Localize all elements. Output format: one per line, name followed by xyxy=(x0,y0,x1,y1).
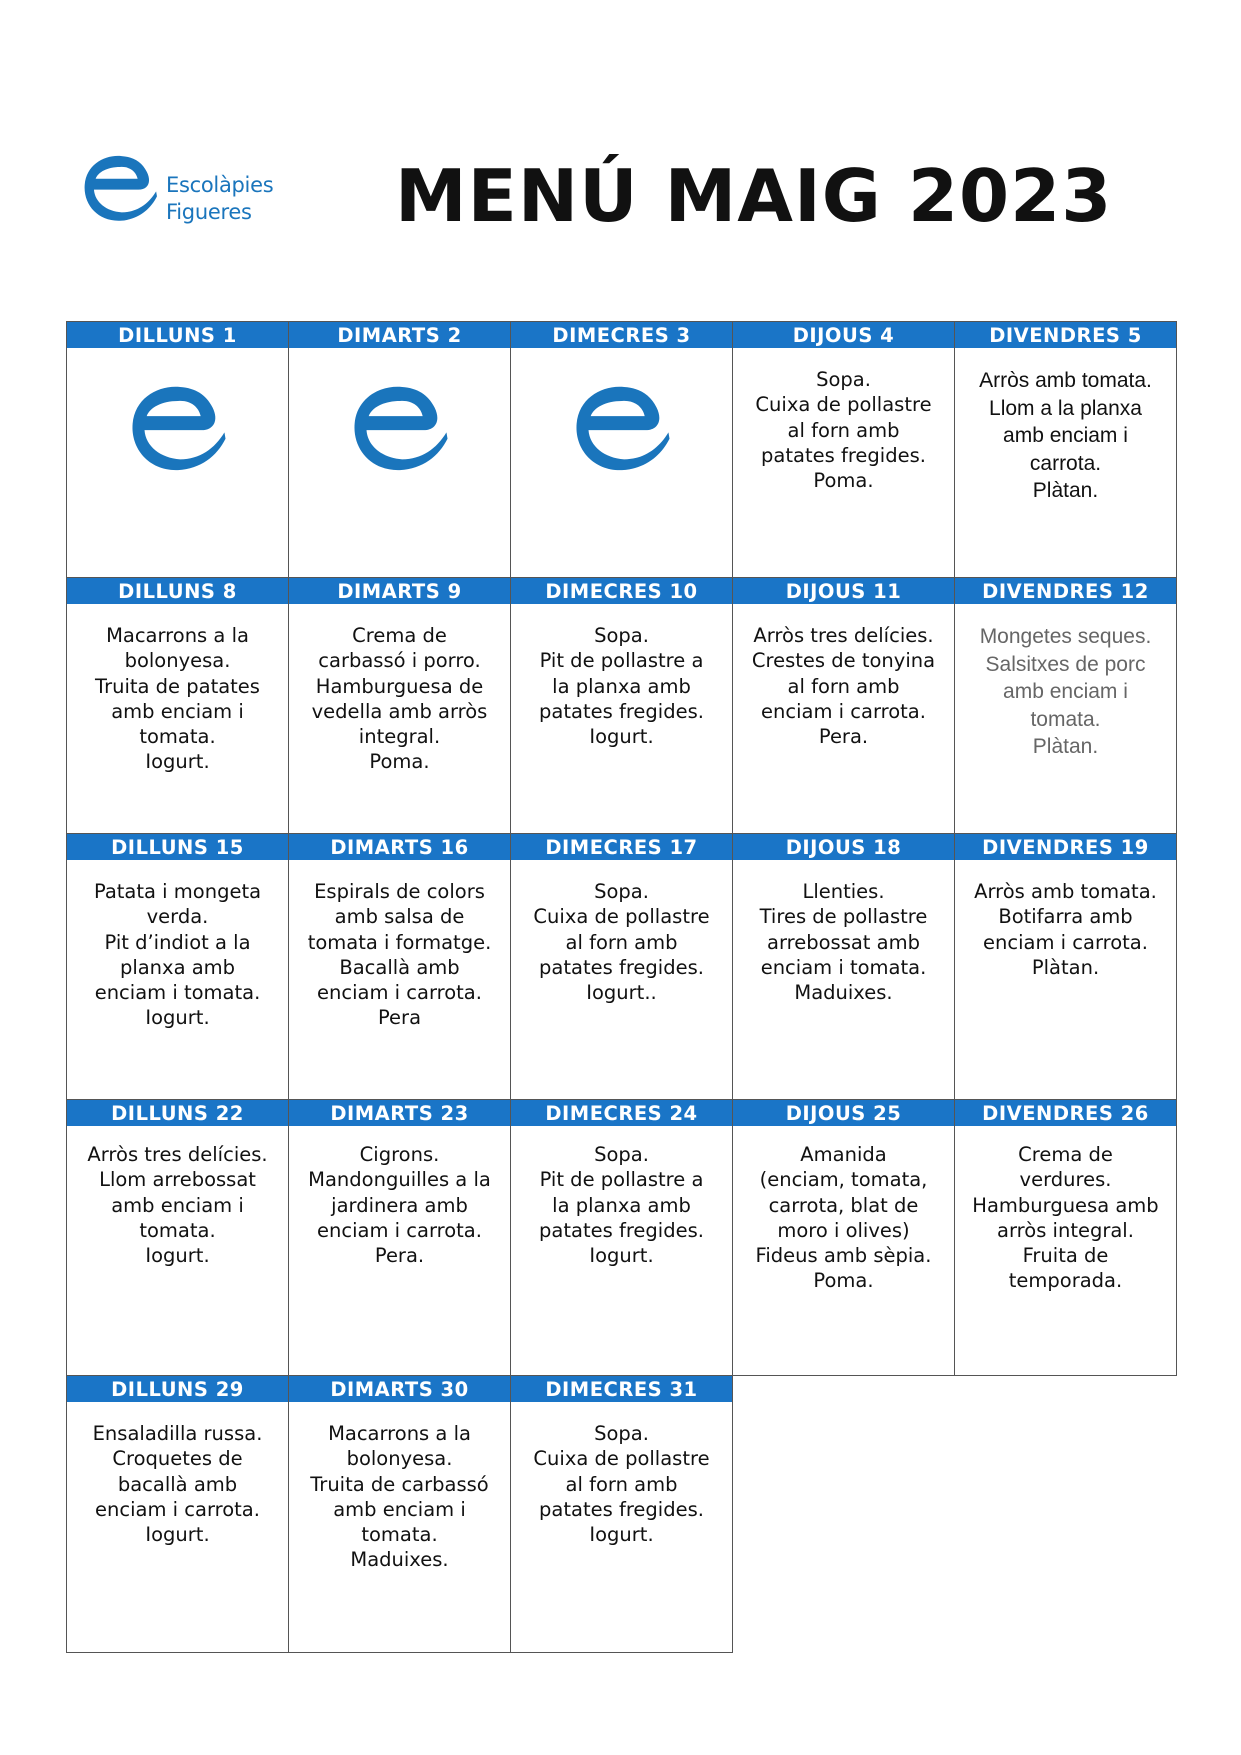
day-header: DILLUNS 22 xyxy=(67,1100,288,1126)
day-header: DIMECRES 10 xyxy=(511,578,732,604)
day-header: DILLUNS 15 xyxy=(67,834,288,860)
day-menu-text: Crema de carbassó i porro. Hamburguesa de vedella amb arròs integral. Poma. xyxy=(311,624,488,774)
day-header: DIMECRES 3 xyxy=(511,322,732,348)
day-header: DIMARTS 9 xyxy=(289,578,510,604)
day-cell xyxy=(510,577,733,834)
day-cell xyxy=(510,321,733,578)
day-menu-text: Sopa. Cuixa de pollastre al forn amb patates fregides. Poma. xyxy=(755,368,932,493)
day-cell xyxy=(288,1375,511,1653)
day-header: DIJOUS 11 xyxy=(733,578,954,604)
day-menu-text: Patata i mongeta verda. Pit d’indiot a la planxa amb enciam i tomata. Iogurt. xyxy=(93,880,262,1030)
day-cell xyxy=(66,577,289,834)
day-header: DIVENDRES 26 xyxy=(955,1100,1176,1126)
day-menu-text: Mongetes seques. Salsitxes de porc amb enciam i tomata. Plàtan. xyxy=(979,625,1152,758)
day-cell xyxy=(510,833,733,1100)
day-cell xyxy=(288,577,511,834)
day-cell xyxy=(954,321,1177,578)
day-menu-text: Macarrons a la bolonyesa. Truita de carbassó amb enciam i tomata. Maduixes. xyxy=(310,1422,489,1572)
day-menu-text: Arròs amb tomata. Llom a la planxa amb enciam i carrota. Plàtan. xyxy=(979,369,1152,502)
day-menu-text: Sopa. Pit de pollastre a la planxa amb patates fregides. Iogurt. xyxy=(539,624,704,749)
day-header: DIMECRES 31 xyxy=(511,1376,732,1402)
day-header: DIMECRES 17 xyxy=(511,834,732,860)
day-header: DIMARTS 2 xyxy=(289,322,510,348)
day-menu-text: Sopa. Pit de pollastre a la planxa amb patates fregides. Iogurt. xyxy=(539,1143,704,1268)
day-cell xyxy=(66,321,289,578)
day-header: DILLUNS 1 xyxy=(67,322,288,348)
day-header: DILLUNS 8 xyxy=(67,578,288,604)
day-cell xyxy=(732,1099,955,1376)
day-cell xyxy=(288,1099,511,1376)
day-header: DIMECRES 24 xyxy=(511,1100,732,1126)
day-menu-text: Arròs tres delícies. Crestes de tonyina al forn amb enciam i carrota. Pera. xyxy=(751,624,936,749)
day-header: DIMARTS 16 xyxy=(289,834,510,860)
day-menu-text: Sopa. Cuixa de pollastre al forn amb patates fregides. Iogurt.. xyxy=(533,880,710,1005)
day-cell xyxy=(66,1099,289,1376)
day-cell xyxy=(732,833,955,1100)
day-cell xyxy=(66,833,289,1100)
menu-calendar-grid xyxy=(66,321,1176,1654)
day-cell xyxy=(954,1099,1177,1376)
school-logo xyxy=(78,146,298,228)
day-menu-text: Ensaladilla russa. Croquetes de bacallà amb enciam i carrota. Iogurt. xyxy=(92,1422,263,1547)
e-logo-icon xyxy=(78,146,162,230)
day-cell xyxy=(732,577,955,834)
day-header: DIMARTS 23 xyxy=(289,1100,510,1126)
day-header: DILLUNS 29 xyxy=(67,1376,288,1402)
day-menu-text: Sopa. Cuixa de pollastre al forn amb patates fregides. Iogurt. xyxy=(533,1422,710,1547)
brand-name-line2: Figueres xyxy=(166,200,252,224)
day-header: DIMARTS 30 xyxy=(289,1376,510,1402)
day-cell xyxy=(288,321,511,578)
day-header: DIVENDRES 5 xyxy=(955,322,1176,348)
school-logo-icon xyxy=(568,374,676,486)
day-cell xyxy=(954,577,1177,834)
day-header: DIVENDRES 12 xyxy=(955,578,1176,604)
day-menu-text: Crema de verdures. Hamburguesa amb arròs integral. Fruita de temporada. xyxy=(972,1143,1159,1293)
day-cell xyxy=(954,833,1177,1100)
day-cell xyxy=(510,1099,733,1376)
page-title: MENÚ MAIG 2023 xyxy=(395,154,1113,238)
day-header: DIVENDRES 19 xyxy=(955,834,1176,860)
day-header: DIJOUS 18 xyxy=(733,834,954,860)
day-menu-text: Arròs amb tomata. Botifarra amb enciam i carrota. Plàtan. xyxy=(974,880,1157,979)
day-menu-text: Macarrons a la bolonyesa. Truita de patates amb enciam i tomata. Iogurt. xyxy=(95,624,260,774)
day-menu-text: Espirals de colors amb salsa de tomata i formatge. Bacallà amb enciam i carrota. Pera xyxy=(307,880,492,1030)
day-header: DIJOUS 25 xyxy=(733,1100,954,1126)
day-menu-text: Cigrons. Mandonguilles a la jardinera amb enciam i carrota. Pera. xyxy=(308,1143,491,1268)
day-menu-text: Arròs tres delícies. Llom arrebossat amb enciam i tomata. Iogurt. xyxy=(87,1143,268,1268)
day-header: DIJOUS 4 xyxy=(733,322,954,348)
day-menu-text: Amanida (enciam, tomata, carrota, blat de moro i olives) Fideus amb sèpia. Poma. xyxy=(755,1143,932,1293)
day-cell xyxy=(66,1375,289,1653)
school-logo-icon xyxy=(124,374,232,486)
brand-name-line1: Escolàpies xyxy=(166,173,274,197)
school-logo-icon xyxy=(346,374,454,486)
day-cell xyxy=(732,321,955,578)
day-menu-text: Llenties. Tires de pollastre arrebossat amb enciam i tomata. Maduixes. xyxy=(759,880,928,1005)
day-cell xyxy=(288,833,511,1100)
day-cell xyxy=(510,1375,733,1653)
